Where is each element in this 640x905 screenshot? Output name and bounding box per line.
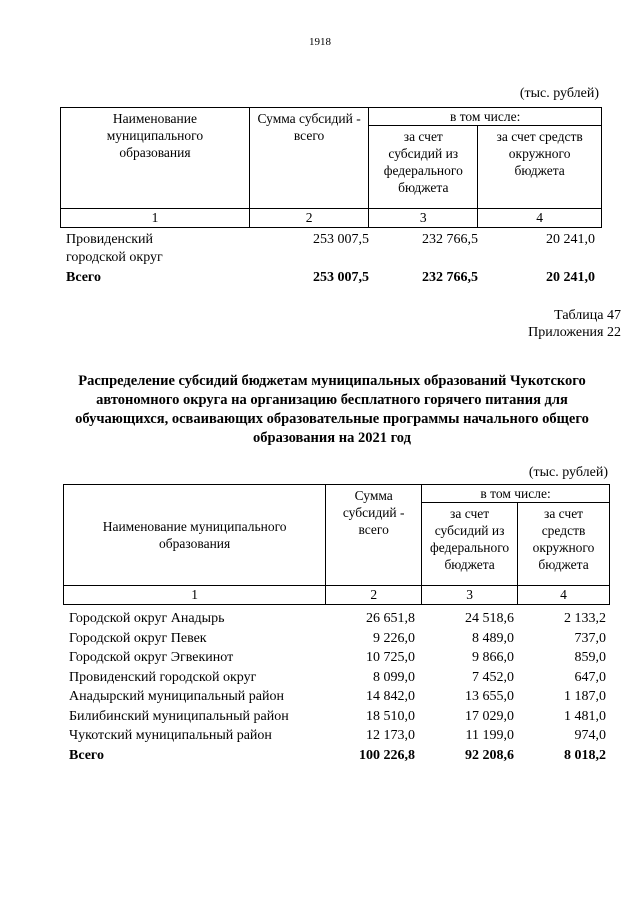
table-row <box>63 610 610 630</box>
row-total: 9 226,0 <box>373 630 415 646</box>
row-federal: 13 655,0 <box>465 689 514 704</box>
row-regional: 1 481,0 <box>564 708 606 724</box>
row-name: Чукотский муниципальный район <box>69 728 272 743</box>
table2-header-federal: за счет субсидий из федерального бюджета <box>422 503 518 586</box>
table1-header-name: Наименование муниципального образования <box>61 108 250 209</box>
row-regional: 859,0 <box>574 650 606 665</box>
row-federal: 17 029,0 <box>465 708 514 724</box>
row-name: Билибинский муниципальный район <box>69 708 289 724</box>
document-heading: Распределение субсидий бюджетам муниципальных образований Чукотского автономного округа на организацию бесплатного горячего питания для обучающихся, осваивающих образовательные программы начального общего образования на 2021 год <box>75 373 589 446</box>
row-name: Городской округ Анадырь <box>69 611 225 626</box>
row-total: 253 007,5 <box>313 232 369 247</box>
row-federal: 24 518,6 <box>465 611 514 626</box>
table2-header-regional: за счет средств окружного бюджета <box>518 503 610 586</box>
row-regional: 737,0 <box>574 630 606 646</box>
row-regional: 1 187,0 <box>564 689 606 704</box>
row-regional: 647,0 <box>574 669 606 685</box>
table1-colnum-1: 1 <box>61 209 250 228</box>
row-name: Анадырский муниципальный район <box>69 689 284 704</box>
table-row <box>63 727 610 747</box>
row-total: 12 173,0 <box>366 728 415 743</box>
row-total: 26 651,8 <box>366 611 415 626</box>
row-total: 14 842,0 <box>366 689 415 704</box>
row-federal: 11 199,0 <box>465 728 514 743</box>
table2-header <box>63 484 610 605</box>
total-label: Всего <box>66 270 101 285</box>
table1-header-group: в том числе: <box>369 108 602 126</box>
total-regional: 20 241,0 <box>546 270 595 285</box>
row-federal: 8 489,0 <box>472 630 514 646</box>
table-row <box>63 669 610 689</box>
table1-colnum-2: 2 <box>249 209 368 228</box>
table-row <box>63 688 610 708</box>
total-sum: 253 007,5 <box>313 270 369 285</box>
table-row <box>63 649 610 669</box>
table2-colnum-3: 3 <box>422 586 518 605</box>
appendix-number: Приложения 22 <box>528 325 621 340</box>
table1-header-regional: за счет средств окружного бюджета <box>478 126 602 209</box>
table2-colnum-2: 2 <box>326 586 422 605</box>
page-number: 1918 <box>309 36 331 48</box>
table2-body <box>63 610 610 766</box>
row-federal: 9 866,0 <box>472 650 514 665</box>
table1-body <box>62 231 602 289</box>
row-federal: 7 452,0 <box>472 669 514 685</box>
row-name: Провиденский городской округ <box>66 232 163 265</box>
table1-colnum-3: 3 <box>369 209 478 228</box>
table-label <box>528 307 621 341</box>
table2-units: (тыс. рублей) <box>528 465 608 480</box>
row-regional: 20 241,0 <box>546 232 595 247</box>
total-label: Всего <box>69 747 104 763</box>
row-total: 18 510,0 <box>366 708 415 724</box>
table-row <box>63 630 610 650</box>
row-name: Провиденский городской округ <box>69 669 257 685</box>
table2-header-name: Наименование муниципального образования <box>64 485 326 586</box>
table1-header-total: Сумма субсидий - всего <box>249 108 368 209</box>
table1-column-numbers <box>61 209 602 228</box>
table-number: Таблица 47 <box>554 308 621 323</box>
table2-colnum-4: 4 <box>518 586 610 605</box>
total-federal: 92 208,6 <box>465 747 514 763</box>
table2-header-group: в том числе: <box>422 485 610 503</box>
row-name: Городской округ Эгвекинот <box>69 650 234 665</box>
table-row <box>62 231 602 269</box>
row-total: 8 099,0 <box>373 669 415 685</box>
row-federal: 232 766,5 <box>422 232 478 247</box>
total-sum: 100 226,8 <box>359 747 415 763</box>
table2-header-total: Сумма субсидий - всего <box>326 485 422 586</box>
table1-total-row <box>62 269 602 289</box>
row-regional: 974,0 <box>574 728 606 743</box>
table2-total-row <box>63 747 610 767</box>
total-regional: 8 018,2 <box>564 747 606 763</box>
table1-colnum-4: 4 <box>478 209 602 228</box>
table-row <box>63 708 610 728</box>
table1-header <box>60 107 602 228</box>
table2-column-numbers <box>64 586 610 605</box>
table2-colnum-1: 1 <box>64 586 326 605</box>
row-name: Городской округ Певек <box>69 630 207 646</box>
row-regional: 2 133,2 <box>564 611 606 626</box>
table1-units: (тыс. рублей) <box>519 86 599 101</box>
total-federal: 232 766,5 <box>422 270 478 285</box>
table1-header-federal: за счет субсидий из федерального бюджета <box>369 126 478 209</box>
row-total: 10 725,0 <box>366 650 415 665</box>
